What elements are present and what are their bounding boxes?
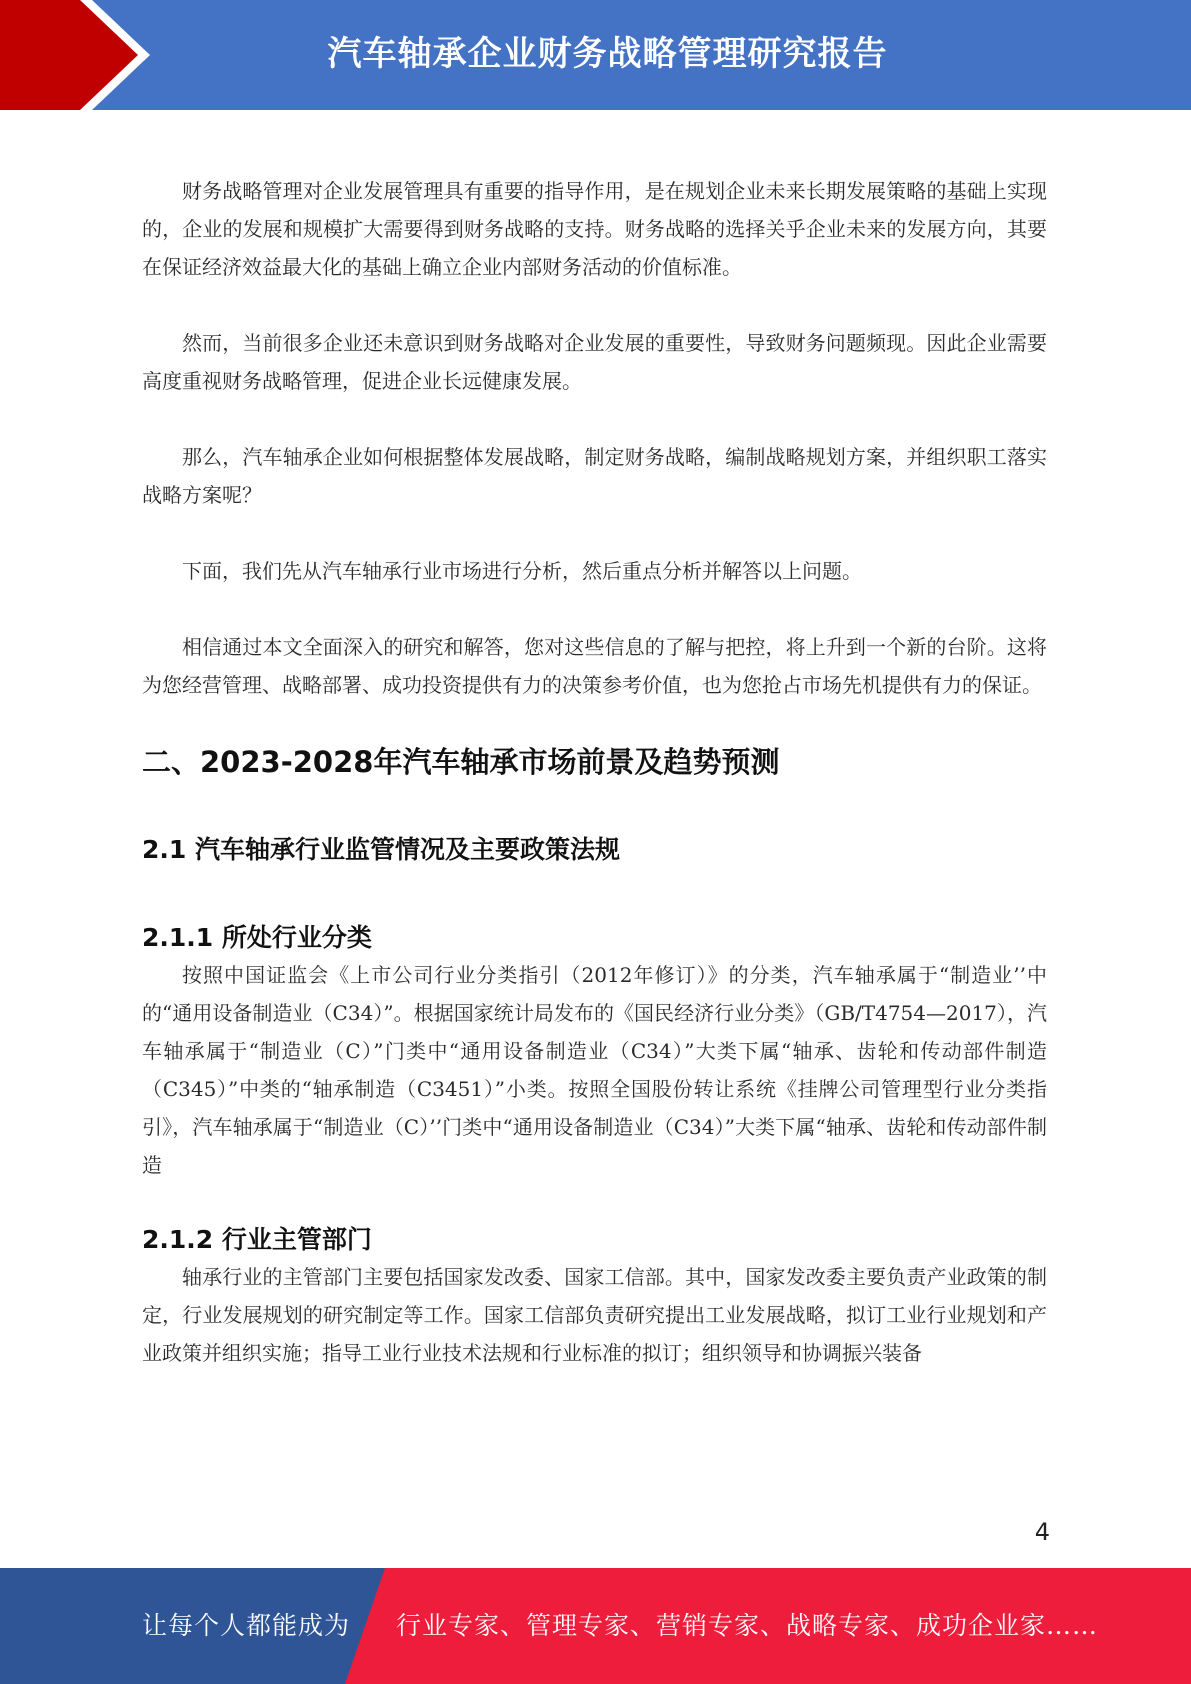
footer-slogan-left: 让每个人都能成为 <box>142 1611 351 1640</box>
section-heading: 二、2023-2028年汽车轴承市场前景及趋势预测 <box>142 745 780 779</box>
intro-paragraph-4: 下面，我们先从汽车轴承行业市场进行分析，然后重点分析并解答以上问题。 <box>182 559 862 583</box>
intro-paragraph-5: 相信通过本文全面深入的研究和解答，您对这些信息的了解与把控，将上升到一个新的台阶。这将为您经营管理、战略部署、成功投资提供有力的决策参考价值，也为您抢占市场先机提供有力的保证。 <box>142 635 1047 697</box>
industry-classification-heading: 2.1.1 所处行业分类 <box>142 923 372 952</box>
intro-paragraph-3: 那么，汽车轴承企业如何根据整体发展战略，制定财务战略，编制战略规划方案，并组织职工落实战略方案呢？ <box>142 445 1047 507</box>
intro-paragraph-1: 财务战略管理对企业发展管理具有重要的指导作用，是在规划企业未来长期发展策略的基础上实现的，企业的发展和规模扩大需要得到财务战略的支持。财务战略的选择关乎企业未来的发展方向，其要在保证经济效益最大化的基础上确立企业内部财务活动的价值标准。 <box>142 179 1047 279</box>
page-header <box>0 0 1191 110</box>
report-title: 汽车轴承企业财务战略管理研究报告 <box>327 34 888 74</box>
subsection-heading: 2.1 汽车轴承行业监管情况及主要政策法规 <box>142 835 620 864</box>
regulator-heading: 2.1.2 行业主管部门 <box>142 1225 372 1254</box>
page-number: 4 <box>1034 1518 1050 1546</box>
page-footer <box>0 1568 1191 1684</box>
regulator-text: 轴承行业的主管部门主要包括国家发改委、国家工信部。其中，国家发改委主要负责产业政策的制定，行业发展规划的研究制定等工作。国家工信部负责研究提出工业发展战略，拟订工业行业规划和产业政策并组织实施；指导工业行业技术法规和行业标准的拟订；组织领导和协调振兴装备 <box>142 1265 1047 1365</box>
footer-slogan-right: 行业专家、管理专家、营销专家、战略专家、成功企业家…… <box>396 1611 1099 1640</box>
document-body <box>142 172 1047 1410</box>
industry-classification-text: 按照中国证监会《上市公司行业分类指引（2012年修订）》的分类，汽车轴承属于“制造业’’中的“通用设备制造业（C34）”。根据国家统计局发布的《国民经济行业分类》（GB/T4754—2017），汽车轴承属于“制造业（C）”门类中“通用设备制造业（C34）”大类下属“轴承、齿轮和传动部件制造（C345）”中类的“轴承制造（C3451）”小类。按照全国股份转让系统《挂牌公司管理型行业分类指引》，汽车轴承属于“制造业（C）’’门类中“通用设备制造业（C34）”大类下属“轴承、齿轮和传动部件制造 <box>142 963 1047 1177</box>
intro-paragraph-2: 然而，当前很多企业还未意识到财务战略对企业发展的重要性，导致财务问题频现。因此企业需要高度重视财务战略管理，促进企业长远健康发展。 <box>142 331 1047 393</box>
